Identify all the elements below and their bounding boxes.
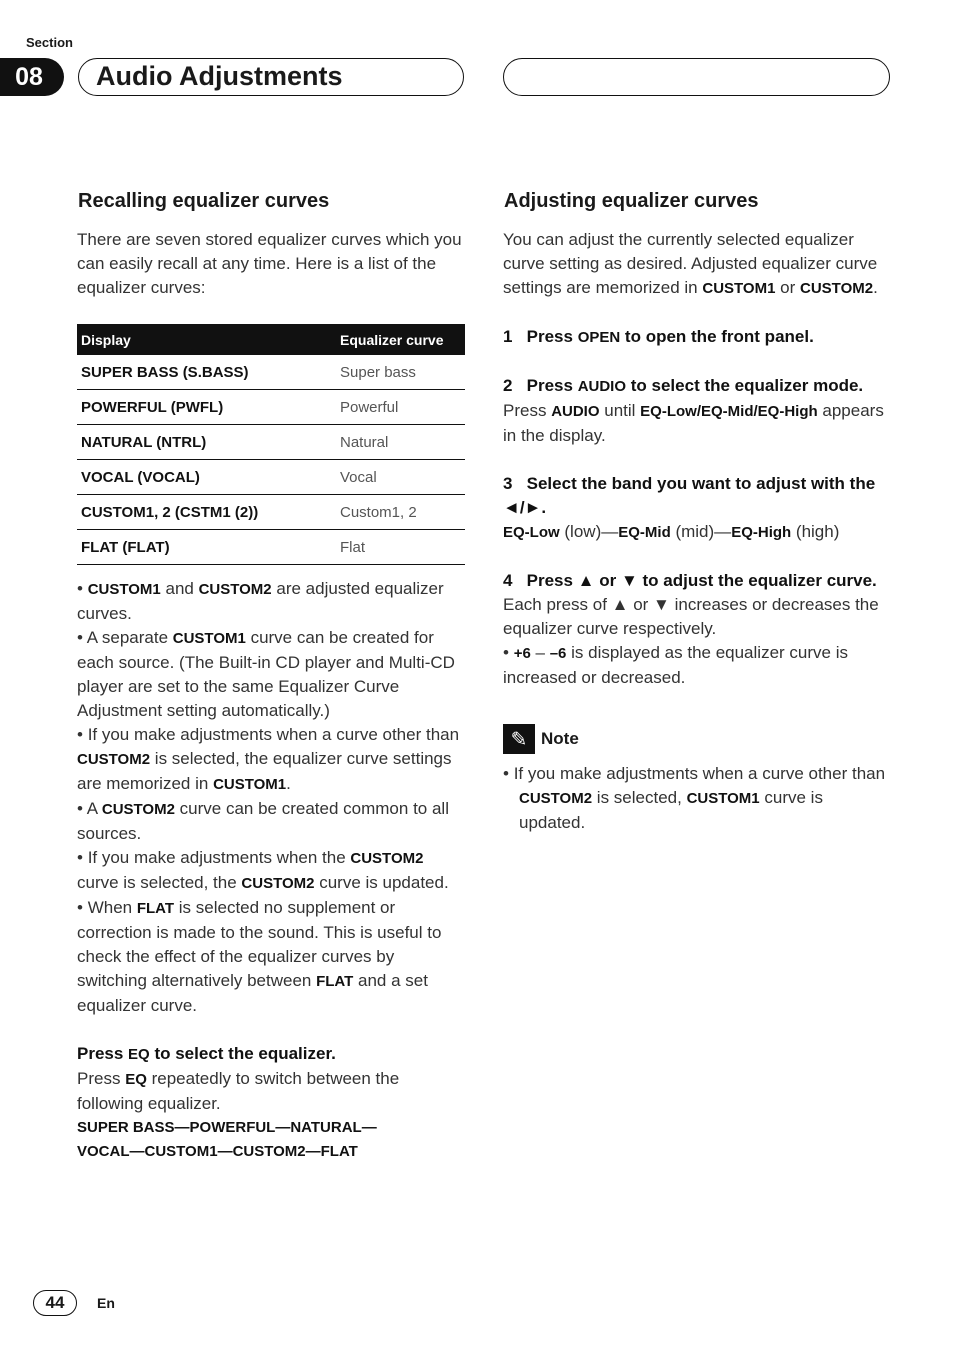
- step-4: 4 Press ▲ or ▼ to adjust the equalizer curve. Each press of ▲ or ▼ increases or decreases the equalizer curve respectively. • +6 – –6 is displayed as the equalizer curve is increased or decreased.: [503, 569, 891, 690]
- bullet-item: • When FLAT is selected no supplement or correction is made to the sound. This is useful to check the effect of the equalizer curves by switching alternatively between FLAT and a set equalizer curve.: [77, 898, 442, 1015]
- step-body: Press EQ repeatedly to switch between the following equalizer.: [77, 1069, 400, 1113]
- display-cell: VOCAL (VOCAL): [77, 460, 336, 495]
- section-heading-adjusting: Adjusting equalizer curves: [504, 190, 759, 212]
- display-cell: FLAT (FLAT): [77, 530, 336, 565]
- table-row: [77, 390, 465, 425]
- curve-cell: Vocal: [336, 460, 465, 495]
- section-number: 08: [0, 58, 64, 96]
- equalizer-table: [77, 324, 465, 565]
- table-row: [77, 530, 465, 565]
- pencil-note-icon: ✎: [503, 724, 535, 754]
- note-item: • If you make adjustments when a curve other than CUSTOM2 is selected, CUSTOM1 curve is updated.: [503, 764, 886, 832]
- page-number: 44: [33, 1290, 77, 1316]
- display-cell: POWERFUL (PWFL): [77, 390, 336, 425]
- table-row: [77, 495, 465, 530]
- page-title: Audio Adjustments: [96, 61, 343, 91]
- language-label: En: [97, 1295, 115, 1311]
- bullet-item: • A CUSTOM2 curve can be created common to all sources.: [77, 799, 449, 843]
- table-row: [77, 460, 465, 495]
- left-column: [77, 186, 465, 1164]
- curve-cell: Flat: [336, 530, 465, 565]
- bullet-item: • CUSTOM1 and CUSTOM2 are adjusted equalizer curves.: [77, 579, 444, 623]
- curve-cell: Super bass: [336, 355, 465, 390]
- curve-cell: Powerful: [336, 390, 465, 425]
- display-cell: SUPER BASS (S.BASS): [77, 355, 336, 390]
- intro-text: You can adjust the currently selected equalizer curve setting as desired. Adjusted equalizer curve settings are memorized in CUSTOM1 or CUSTOM2.: [503, 230, 878, 297]
- section-heading-recalling: Recalling equalizer curves: [78, 190, 330, 212]
- column-header-display: Display: [77, 324, 336, 355]
- curve-cell: Natural: [336, 425, 465, 460]
- step-title: Press EQ to select the equalizer.: [77, 1044, 336, 1063]
- bullet-list: [77, 577, 465, 1018]
- press-eq-step: [77, 1042, 465, 1164]
- step-3: 3 Select the band you want to adjust with the ◄/►. EQ-Low (low)—EQ-Mid (mid)—EQ-High (high): [503, 474, 876, 541]
- note-header: ✎ Note: [503, 724, 891, 754]
- table-row: [77, 355, 465, 390]
- intro-text: There are seven stored equalizer curves which you can easily recall at any time. Here is a list of the equalizer curves:: [77, 230, 462, 297]
- curve-cell: Custom1, 2: [336, 495, 465, 530]
- bullet-item: • A separate CUSTOM1 curve can be created for each source. (The Built-in CD player and Multi-CD player are set to the same Equalizer Curve Adjustment setting automatically.): [77, 628, 455, 720]
- bullet-item: • If you make adjustments when a curve other than CUSTOM2 is selected, the equalizer curve settings are memorized in CUSTOM1.: [77, 725, 460, 793]
- table-header-row: [77, 324, 465, 355]
- bullet-item: • If you make adjustments when the CUSTOM2 curve is selected, the CUSTOM2 curve is updated.: [77, 848, 449, 892]
- display-cell: NATURAL (NTRL): [77, 425, 336, 460]
- column-header-curve: Equalizer curve: [336, 324, 465, 355]
- section-label: Section: [26, 35, 73, 50]
- right-column: [503, 186, 891, 835]
- equalizer-sequence: SUPER BASS—POWERFUL—NATURAL— VOCAL—CUSTOM1—CUSTOM2—FLAT: [77, 1119, 377, 1160]
- table-row: [77, 425, 465, 460]
- step-1: 1 Press OPEN to open the front panel.: [503, 327, 814, 346]
- step-2: 2 Press AUDIO to select the equalizer mode. Press AUDIO until EQ-Low/EQ-Mid/EQ-High appears in the display.: [503, 376, 884, 445]
- bullet-item: • +6 – –6 is displayed as the equalizer curve is increased or decreased.: [503, 643, 848, 687]
- display-cell: CUSTOM1, 2 (CSTM1 (2)): [77, 495, 336, 530]
- header-right-frame: [503, 58, 890, 96]
